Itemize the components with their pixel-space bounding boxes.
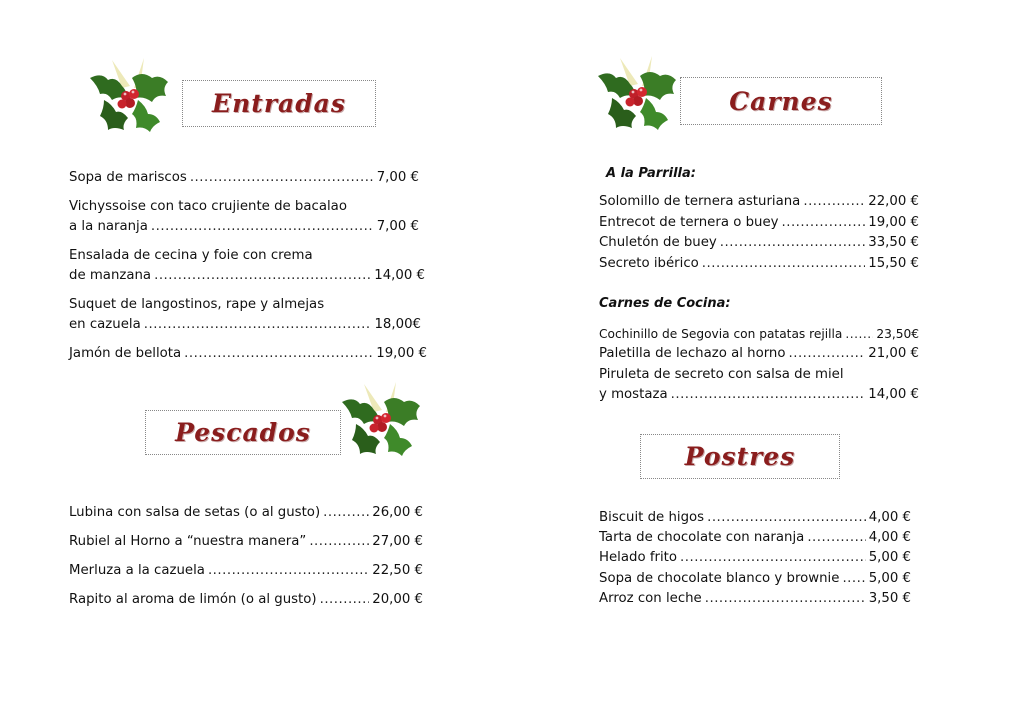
- menu-item: Sopa de chocolate blanco y brownie ..... 5,00 €: [599, 569, 911, 589]
- menu-item: Paletilla de lechazo al horno ..... 21,00 €: [599, 344, 919, 364]
- menu-item: Merluza a la cazuela ..... 22,50 €: [69, 561, 423, 581]
- menu-item: Jamón de bellota ..... 19,00 €: [69, 344, 427, 364]
- section-title-box-carnes: [680, 77, 882, 125]
- menu-item: Arroz con leche ..... 3,50 €: [599, 589, 911, 609]
- menu-item: Helado frito ..... 5,00 €: [599, 548, 911, 568]
- menu-item: Lubina con salsa de setas (o al gusto) ..... 26,00 €: [69, 503, 423, 523]
- subheading-cocina: Carnes de Cocina:: [599, 296, 731, 311]
- holly-icon: [590, 46, 682, 132]
- section-title-pescados: Pescados: [175, 418, 311, 447]
- holly-icon: [334, 372, 426, 458]
- menu-item: Piruleta de secreto con salsa de miel y mostaza ..... 14,00 €: [599, 365, 919, 405]
- menu-item: Rubiel al Horno a “nuestra manera” ..... 27,00 €: [69, 532, 423, 552]
- section-title-postres: Postres: [684, 442, 796, 471]
- menu-item: Suquet de langostinos, rape y almejas en cazuela ..... 18,00€: [69, 295, 421, 335]
- menu-item: Solomillo de ternera asturiana ..... 22,00 €: [599, 192, 919, 212]
- menu-item: Rapito al aroma de limón (o al gusto) ..... 20,00 €: [69, 590, 423, 610]
- holly-icon: [82, 48, 174, 134]
- section-title-box-entradas: [182, 80, 376, 127]
- subheading-parrilla: A la Parrilla:: [606, 166, 696, 181]
- menu-item: Biscuit de higos ..... 4,00 €: [599, 508, 911, 528]
- section-title-carnes: Carnes: [729, 86, 833, 116]
- section-title-entradas: Entradas: [212, 89, 346, 118]
- menu-item: Ensalada de cecina y foie con crema de manzana ..... 14,00 €: [69, 246, 425, 286]
- menu-item: Entrecot de ternera o buey ..... 19,00 €: [599, 213, 919, 233]
- menu-item: Secreto ibérico ..... 15,50 €: [599, 254, 919, 274]
- menu-item: Cochinillo de Segovia con patatas rejilla ..... 23,50€: [599, 324, 919, 344]
- section-title-box-pescados: [145, 410, 341, 455]
- menu-item: Tarta de chocolate con naranja ..... 4,00 €: [599, 528, 911, 548]
- menu-item: Chuletón de buey ..... 33,50 €: [599, 233, 919, 253]
- menu-item: Sopa de mariscos ..... 7,00 €: [69, 168, 419, 188]
- menu-item: Vichyssoise con taco crujiente de bacalao a la naranja ..... 7,00 €: [69, 197, 419, 237]
- section-title-box-postres: [640, 434, 840, 479]
